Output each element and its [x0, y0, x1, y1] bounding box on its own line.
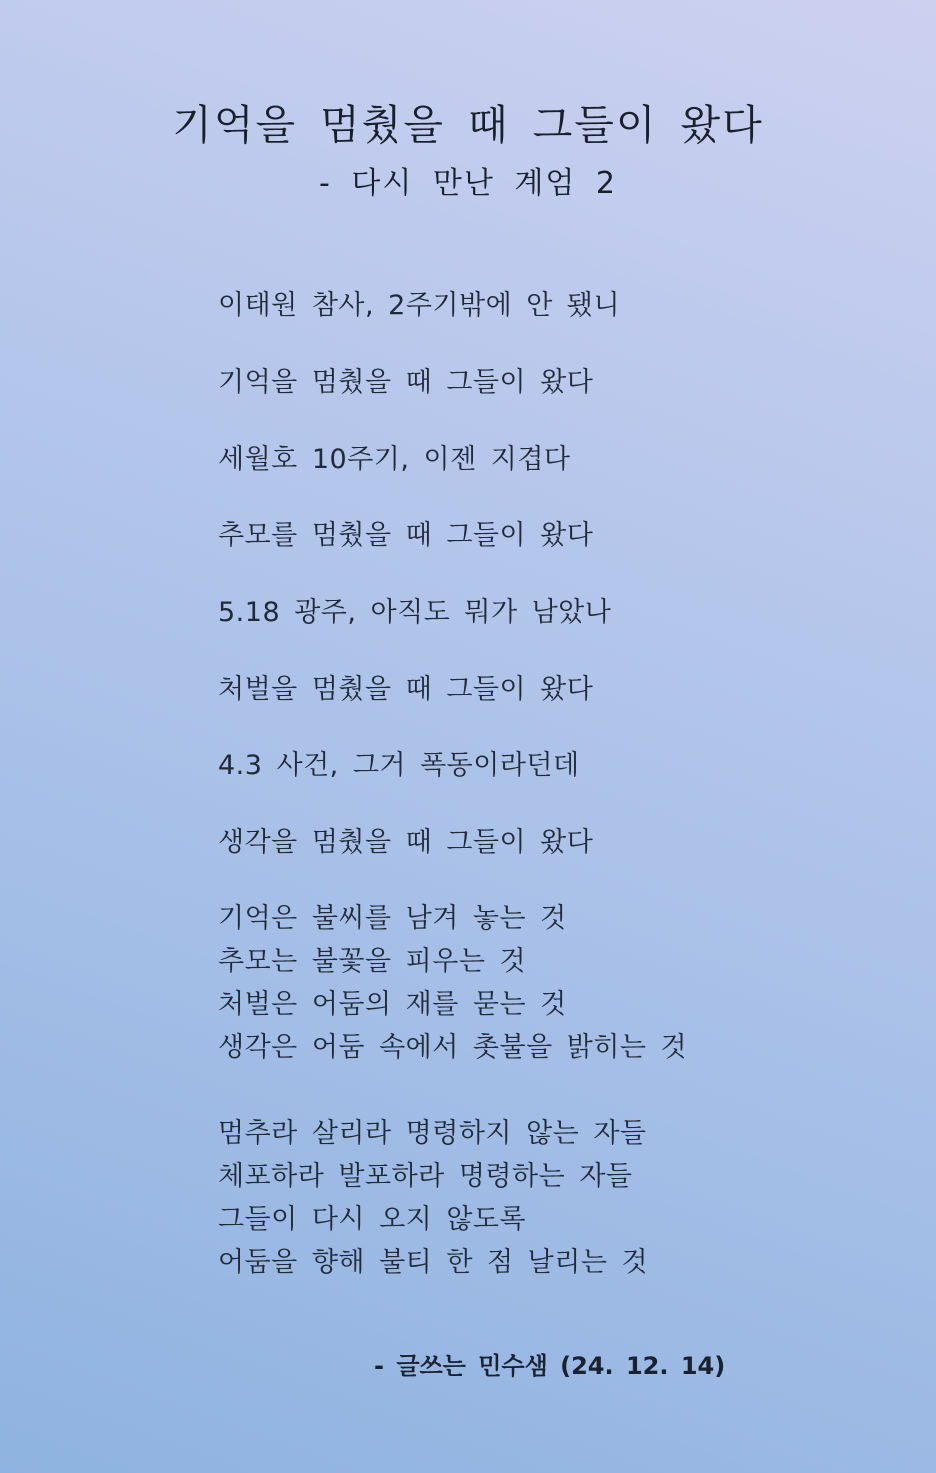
poem-subtitle: - 다시 만난 계엄 2: [319, 166, 617, 201]
poem-line: 추모는 불꽃을 피우는 것: [218, 946, 527, 977]
poem-line: 4.3 사건, 그거 폭동이라던데: [218, 750, 580, 781]
poem-line: 그들이 다시 오지 않도록: [218, 1204, 527, 1235]
poem-title: 기억을 멈췄을 때 그들이 왔다: [172, 101, 764, 149]
poem-line: 체포하라 발포하라 명령하는 자들: [218, 1161, 633, 1192]
poem-line: 추모를 멈췄을 때 그들이 왔다: [218, 520, 594, 551]
poem-line: 멈추라 살리라 명령하지 않는 자들: [218, 1118, 647, 1149]
poem-line: 기억을 멈췄을 때 그들이 왔다: [218, 367, 594, 398]
poem-line: 처벌은 어둠의 재를 묻는 것: [218, 989, 567, 1020]
poem-line: 어둠을 향해 불티 한 점 날리는 것: [218, 1247, 649, 1278]
poem-line: 기억은 불씨를 남겨 놓는 것: [218, 903, 567, 934]
poem-line: 세월호 10주기, 이젠 지겹다: [218, 444, 571, 475]
poem-line: 생각을 멈췄을 때 그들이 왔다: [218, 827, 594, 858]
poem-line: 생각은 어둠 속에서 촛불을 밝히는 것: [218, 1032, 688, 1063]
poem-line: 5.18 광주, 아직도 뭐가 남았나: [218, 597, 612, 628]
author-signature: - 글쓰는 민수샘 (24. 12. 14): [374, 1352, 726, 1380]
poem-line: 처벌을 멈췄을 때 그들이 왔다: [218, 674, 594, 705]
poem-line: 이태원 참사, 2주기밖에 안 됐니: [218, 290, 621, 321]
